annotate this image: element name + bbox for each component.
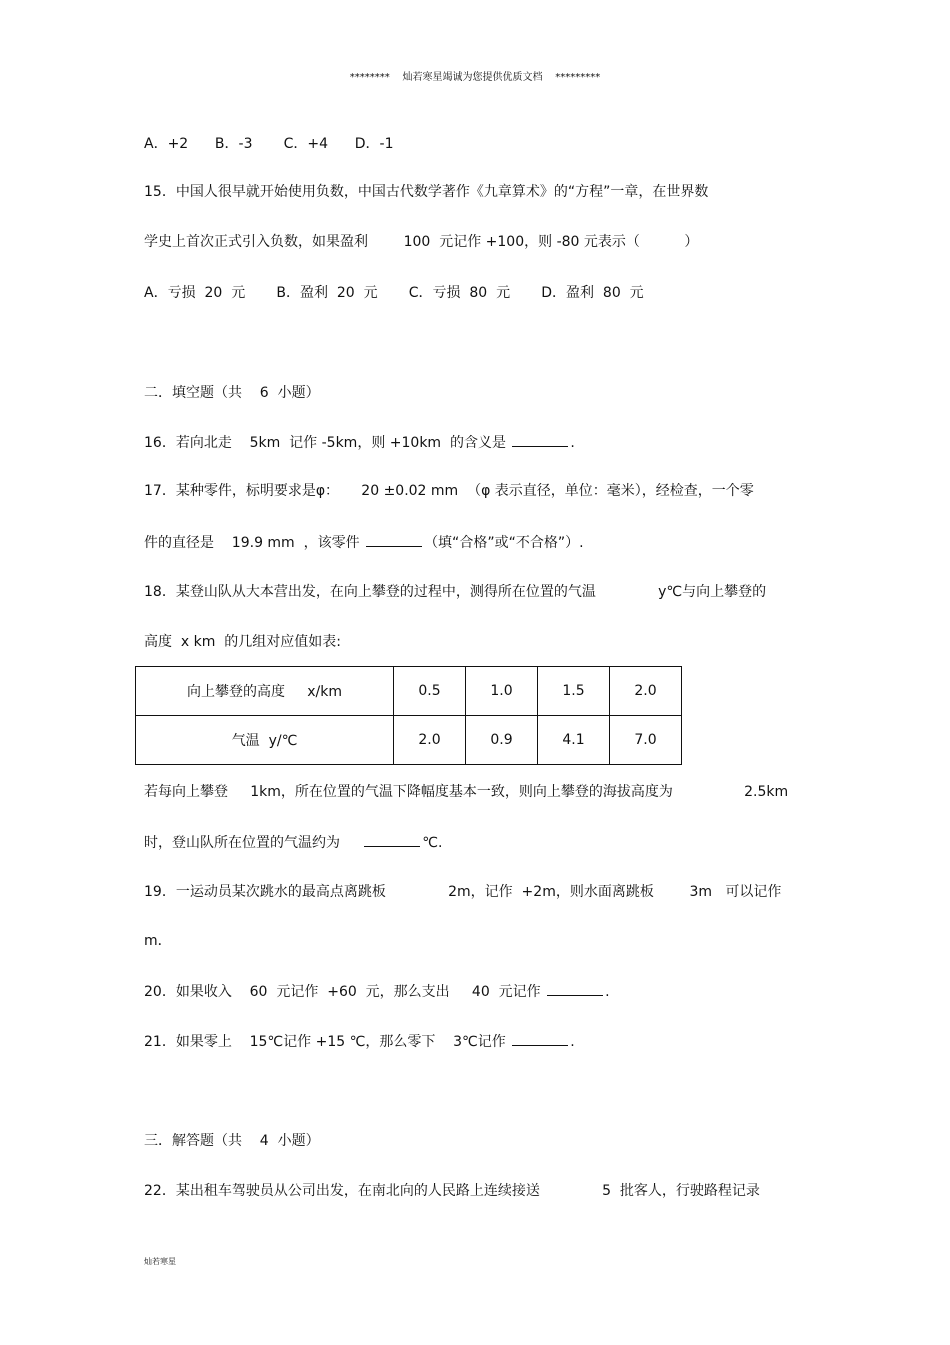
q20 (144, 981, 610, 1002)
q17-end: （填“合格”或“不合格”）. (424, 535, 584, 551)
table-cell: 4.1 (538, 716, 610, 765)
q17-line2 (144, 532, 584, 553)
table-row (136, 716, 682, 765)
q15-options: A．亏损 20 元 B．盈利 20 元 C．亏损 80 元 D．盈利 80 元 (144, 285, 644, 301)
q18-text: 时，登山队所在位置的气温约为 (144, 835, 363, 851)
q20-answer-blank[interactable] (547, 981, 603, 996)
q17-text: 件的直径是 19.9 mm ，该零件 (144, 535, 365, 551)
q15-line2: 学史上首次正式引入负数，如果盈利 100 元记作 +100，则 -80 元表示（ ） (144, 234, 699, 250)
q18-line4 (144, 832, 442, 853)
q16-text: 16．若向北走 5km 记作 -5km，则 +10km 的含义是 (144, 435, 511, 451)
table-cell: 0.9 (466, 716, 538, 765)
q15-line1: 15．中国人很早就开始使用负数，中国古代数学著作《九章算术》的“方程”一章，在世界数 (144, 184, 709, 200)
q21-end: . (570, 1034, 575, 1050)
table-cell: 1.5 (538, 667, 610, 716)
q19-line2: m． (144, 933, 172, 949)
q21-text: 21．如果零上 15℃记作 +15 ℃，那么零下 3℃记作 (144, 1034, 511, 1050)
q18-end: ℃. (422, 835, 443, 851)
table-cell: 1.0 (466, 667, 538, 716)
table-row-label: 气温 y/℃ (136, 716, 394, 765)
page-footer: 灿若寒星 (144, 1257, 176, 1266)
q21-answer-blank[interactable] (512, 1031, 568, 1046)
q18-line1: 18．某登山队从大本营出发，在向上攀登的过程中，测得所在位置的气温 y℃与向上攀登的 (144, 584, 767, 600)
table-row (136, 667, 682, 716)
q14-options: A．+2 B．-3 C．+4 D．-1 (144, 136, 394, 152)
q21 (144, 1031, 575, 1052)
table-cell: 2.0 (394, 716, 466, 765)
section-3-heading: 三．解答题（共 4 小题） (144, 1133, 320, 1149)
altitude-temperature-table (135, 666, 682, 765)
table-row-label: 向上攀登的高度 x/km (136, 667, 394, 716)
section-2-heading: 二．填空题（共 6 小题） (144, 385, 320, 401)
table-cell: 7.0 (610, 716, 682, 765)
q17-answer-blank[interactable] (366, 532, 422, 547)
q16-answer-blank[interactable] (512, 432, 568, 447)
q18-line3: 若每向上攀登 1km，所在位置的气温下降幅度基本一致，则向上攀登的海拔高度为 2.5km (144, 784, 789, 800)
q16-end: . (570, 435, 575, 451)
q17-line1: 17．某种零件，标明要求是φ： 20 ±0.02 mm （φ 表示直径，单位：毫米），经检查，一个零 (144, 483, 754, 499)
q18-answer-blank[interactable] (364, 832, 420, 847)
q22-line1: 22．某出租车驾驶员从公司出发，在南北向的人民路上连续接送 5 批客人，行驶路程记录 (144, 1183, 760, 1199)
q20-end: . (605, 984, 610, 1000)
q20-text: 20．如果收入 60 元记作 +60 元，那么支出 40 元记作 (144, 984, 546, 1000)
q18-line2: 高度 x km 的几组对应值如表: (144, 634, 341, 650)
table-cell: 2.0 (610, 667, 682, 716)
page-header: ******** 灿若寒星竭诚为您提供优质文档 ********* (349, 72, 601, 83)
q19-line1: 19．一运动员某次跳水的最高点离跳板 2m，记作 +2m，则水面离跳板 3m 可以记作 (144, 884, 782, 900)
table-cell: 0.5 (394, 667, 466, 716)
q16 (144, 432, 575, 453)
